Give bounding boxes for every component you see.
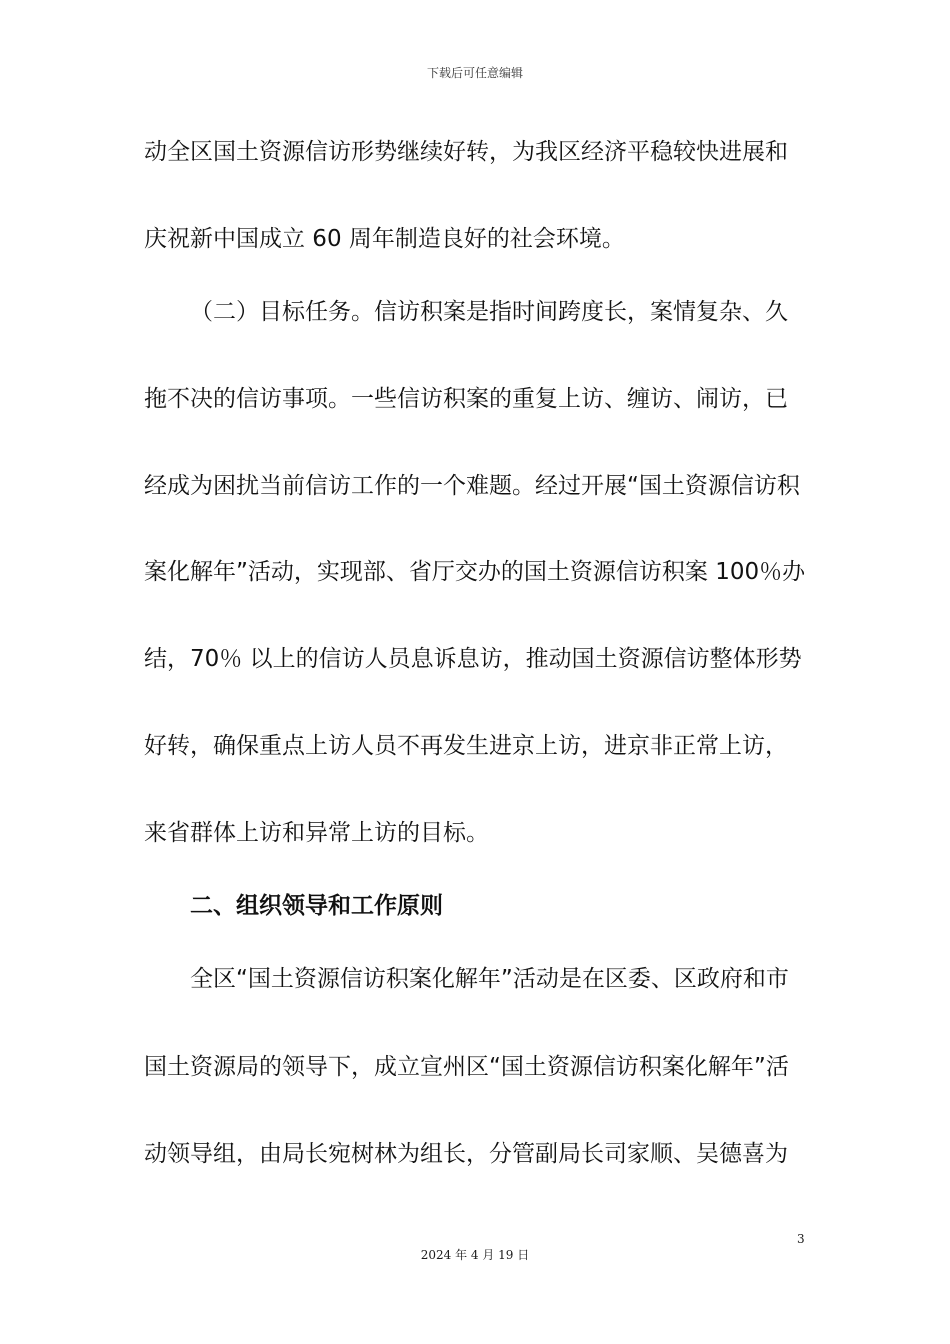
section-heading: 二、组织领导和工作原则 bbox=[190, 893, 443, 919]
text-line-3: （二）目标任务。信访积案是指时间跨度长，案情复杂、久 bbox=[190, 299, 788, 325]
text-line-9: 来省群体上访和异常上访的目标。 bbox=[144, 820, 489, 846]
text-line-4: 拖不决的信访事项。一些信访积案的重复上访、缠访、闹访，已 bbox=[144, 386, 788, 412]
text-line-6: 案化解年”活动，实现部、省厅交办的国土资源信访积案 100％办 bbox=[144, 559, 806, 585]
text-line-12: 国土资源局的领导下，成立宣州区“国土资源信访积案化解年”活 bbox=[144, 1054, 789, 1080]
text-line-1: 动全区国土资源信访形势继续好转，为我区经济平稳较快进展和 bbox=[144, 139, 788, 165]
text-line-7: 结，70％ 以上的信访人员息诉息访，推动国土资源信访整体形势 bbox=[144, 646, 802, 672]
text-line-8: 好转，确保重点上访人员不再发生进京上访，进京非正常上访， bbox=[144, 733, 788, 759]
text-line-11: 全区“国土资源信访积案化解年”活动是在区委、区政府和市 bbox=[190, 966, 789, 992]
text-line-5: 经成为困扰当前信访工作的一个难题。经过开展“国土资源信访积 bbox=[144, 473, 800, 499]
text-line-2: 庆祝新中国成立 60 周年制造良好的社会环境。 bbox=[144, 226, 625, 252]
text-line-13: 动领导组，由局长宛树林为组长，分管副局长司家顺、吴德喜为 bbox=[144, 1141, 788, 1167]
page-number: 3 bbox=[797, 1232, 805, 1246]
page-header-note: 下载后可任意编辑 bbox=[426, 66, 523, 80]
footer-date: 2024 年 4 月 19 日 bbox=[420, 1248, 530, 1262]
